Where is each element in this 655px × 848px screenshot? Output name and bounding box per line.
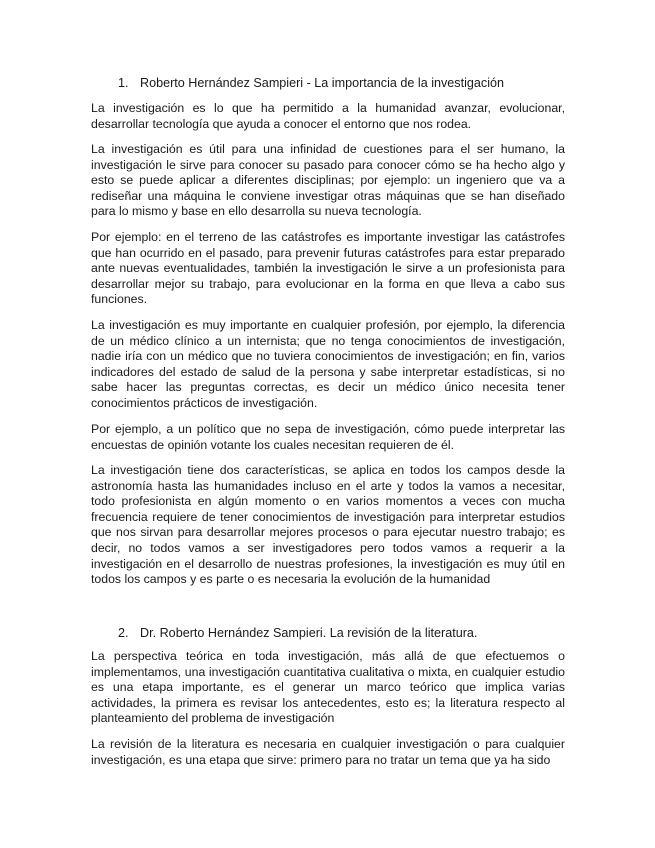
section-1-paragraph-6: La investigación tiene dos características, se aplica en todos los campos desde la astronomía hasta las humanidades incluso en el arte y todos la vamos a necesitar, todo profesionista en algún momento o en varios momentos a veces con mucha frecuencia requiere de tener conocimientos de investigación para interpretar estudios que nos sirvan para desarrollar mejores procesos o para ejecutar nuestro trabajo; es decir, no todos vamos a ser investigadores pero todos vamos a requerir a la investigación en el desarrollo de nuestras profesiones, la investigación es muy útil en todos los campos y es parte o es necesaria la evolución de la humanidad xyxy=(91,463,565,587)
section-2-paragraph-1: La perspectiva teórica en toda investigación, más allá de que efectuemos o implementamos, una investigación cuantitativa cualitativa o mixta, en cualquier estudio es una etapa importante, es el generar un marco teórico que implica varias actividades, la primera es revisar los antecedentes, esto es; la literatura respecto al planteamiento del problema de investigación xyxy=(91,649,565,726)
section-1-paragraph-1: La investigación es lo que ha permitido a la humanidad avanzar, evolucionar, desarrollar tecnología que ayuda a conocer el entorno que nos rodea. xyxy=(91,101,565,131)
section-1-number: 1. xyxy=(118,76,129,90)
section-2-number: 2. xyxy=(118,626,129,640)
section-1-paragraph-2: La investigación es útil para una infinidad de cuestiones para el ser humano, la investigación le sirve para conocer su pasado para conocer cómo se ha hecho algo y esto se puede aplicar a diferentes disciplinas; por ejemplo: un ingeniero que va a rediseñar una máquina le conviene investigar otras máquinas que se han diseñado para lo mismo y base en ello desarrolla su nueva tecnología. xyxy=(91,142,565,219)
section-2-title: Dr. Roberto Hernández Sampieri. La revisión de la literatura. xyxy=(140,626,478,640)
section-1-paragraph-5: Por ejemplo, a un político que no sepa de investigación, cómo puede interpretar las encuestas de opinión votante los cuales necesitan requieren de él. xyxy=(91,422,565,452)
section-1-title: Roberto Hernández Sampieri - La importancia de la investigación xyxy=(140,76,505,90)
section-2-heading xyxy=(118,625,477,641)
section-2-paragraph-2: La revisión de la literatura es necesaria en cualquier investigación o para cualquier investigación, es una etapa que sirve: primero para no tratar un tema que ya ha sido xyxy=(91,737,565,767)
section-1-heading xyxy=(118,75,504,91)
section-1-paragraph-4: La investigación es muy importante en cualquier profesión, por ejemplo, la diferencia de un médico clínico a un internista; que no tenga conocimientos de investigación, nadie iría con un médico que no tuviera conocimientos de investigación; en fin, varios indicadores del estado de salud de la persona y sabe interpretar estadísticas, si no sabe hacer las preguntas correctas, es decir un médico único necesita tener conocimientos prácticos de investigación. xyxy=(91,318,565,410)
section-1-paragraph-3: Por ejemplo: en el terreno de las catástrofes es importante investigar las catástrofes que han ocurrido en el pasado, para prevenir futuras catástrofes para estar preparado ante nuevas eventualidades, también la investigación le sirve a un profesionista para desarrollar mejor su trabajo, para evolucionar en la forma en que lleva a cabo sus funciones. xyxy=(91,230,565,307)
